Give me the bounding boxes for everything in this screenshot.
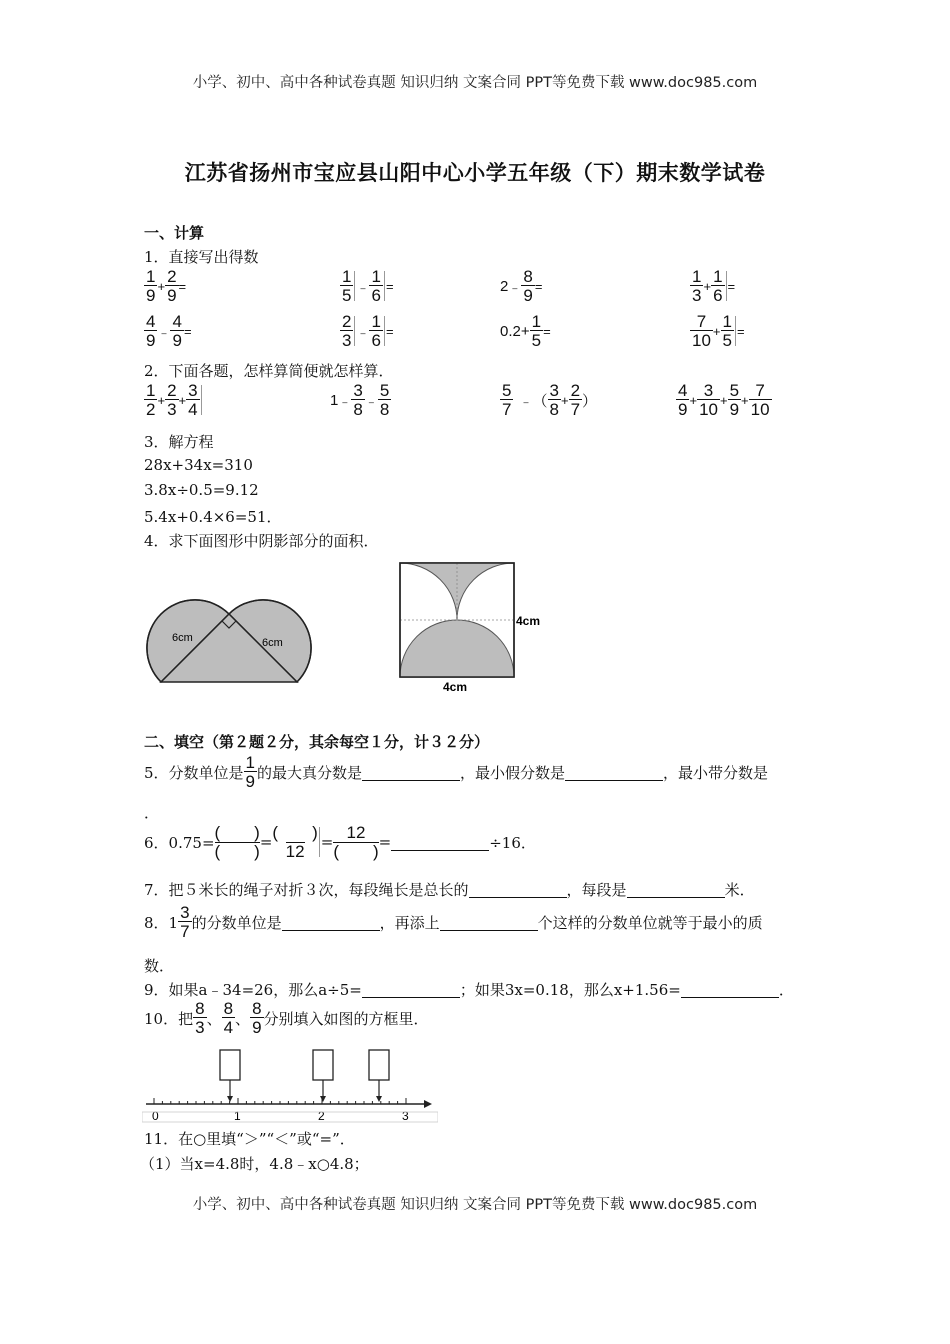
expr-2d: $\frac{4}{9}$ + $\frac{3}{10}$ + $\frac{5}{9}$ + $\frac{7}{10}$ xyxy=(678,381,770,419)
fraction: $\frac{2}{3}$ xyxy=(342,312,352,350)
fraction: $\frac{2}{9}$ xyxy=(167,267,177,305)
tick-label-2: 2 xyxy=(318,1109,325,1123)
expr-1h: $\frac{7}{10}$ + $\frac{1}{5}$ = xyxy=(692,312,745,350)
axis-arrow xyxy=(424,1100,432,1108)
label-4cm-side: 4cm xyxy=(516,614,541,628)
fraction: $\frac{5}{9}$ xyxy=(729,381,740,419)
answer-blank[interactable] xyxy=(282,914,380,931)
expr-1d: $\frac{1}{3}$ + $\frac{1}{6}$ = xyxy=(692,267,736,305)
fraction: $\frac{7}{10}$ xyxy=(692,312,711,350)
answer-blank[interactable] xyxy=(681,981,779,998)
expr-1c: 2 ﹣ $\frac{8}{9}$ = xyxy=(500,267,543,305)
tick-label-0: 0 xyxy=(152,1109,159,1123)
fraction: 12 ( ) xyxy=(333,823,379,861)
page-footer: 小学、初中、高中各种试卷真题 知识归纳 文案合同 PPT等免费下载 www.doc985.com xyxy=(192,1197,758,1213)
fraction: $\frac{8}{9}$ xyxy=(252,999,262,1037)
page-header: 小学、初中、高中各种试卷真题 知识归纳 文案合同 PPT等免费下载 www.doc985.com xyxy=(192,75,758,91)
answer-box[interactable] xyxy=(369,1050,389,1080)
equation-1: 28x+34x=310 xyxy=(144,456,253,474)
question-10: 10．把 $\frac{8}{3}$ 、 $\frac{8}{4}$ 、 $\frac{8}{9}$ 分别填入如图的方框里． xyxy=(144,999,429,1037)
expr-1f: $\frac{2}{3}$ ﹣ $\frac{1}{6}$ = xyxy=(342,312,394,350)
q5-end-mark: ． xyxy=(144,804,160,822)
fraction: $\frac{8}{3}$ xyxy=(195,999,205,1037)
figure-square xyxy=(395,559,547,697)
fraction: $\frac{4}{9}$ xyxy=(172,312,182,350)
fraction: $\frac{7}{10}$ xyxy=(750,381,770,419)
expr-1g: 0.2+ $\frac{1}{5}$ = xyxy=(500,312,551,350)
fraction: $\frac{1}{6}$ xyxy=(371,267,381,305)
question-11-part-1: （1）当x=4.8时，4.8﹣x○4.8； xyxy=(140,1155,369,1173)
question-1: 1．直接写出得数 xyxy=(144,248,259,266)
answer-blank[interactable] xyxy=(627,881,725,898)
fraction: $\frac{4}{9}$ xyxy=(146,312,156,350)
question-11: 11．在○里填“＞”“＜”或“=”． xyxy=(144,1130,355,1148)
fraction: $\frac{1}{3}$ xyxy=(692,267,702,305)
question-8: 8．1 $\frac{3}{7}$ 的分数单位是 ，再添上 个这样的分数单位就等于最小的质 xyxy=(144,903,763,941)
answer-box[interactable] xyxy=(313,1050,333,1080)
fraction: $\frac{1}{6}$ xyxy=(371,312,381,350)
fraction: $\frac{1}{9}$ xyxy=(146,267,156,305)
fraction: ( ) 12 xyxy=(272,823,318,861)
fraction: ( ) ( ) xyxy=(214,823,260,861)
fraction: $\frac{5}{7}$ xyxy=(502,381,512,419)
answer-blank[interactable] xyxy=(469,881,567,898)
fraction: $\frac{3}{8}$ xyxy=(549,381,559,419)
question-2: 2．下面各题，怎样算简便就怎样算． xyxy=(144,362,394,380)
fraction: $\frac{3}{7}$ xyxy=(180,903,190,941)
expr-1a: $\frac{1}{9}$ + $\frac{2}{9}$ = xyxy=(146,267,187,305)
fraction: $\frac{8}{9}$ xyxy=(523,267,533,305)
fraction: $\frac{1}{5}$ xyxy=(531,312,542,350)
number-line-figure xyxy=(142,1046,438,1126)
answer-blank[interactable] xyxy=(362,981,460,998)
tick-label-3: 3 xyxy=(402,1109,409,1123)
fraction: $\frac{1}{5}$ xyxy=(342,267,352,305)
expr-1e: $\frac{4}{9}$ ﹣ $\frac{4}{9}$ = xyxy=(146,312,192,350)
equation-3: 5.4x+0.4×6=51． xyxy=(144,508,282,526)
fraction: $\frac{5}{8}$ xyxy=(379,381,390,419)
fraction: $\frac{3}{4}$ xyxy=(188,381,198,419)
expr-1b: $\frac{1}{5}$ ﹣ $\frac{1}{6}$ = xyxy=(342,267,394,305)
answer-box[interactable] xyxy=(220,1050,240,1080)
exam-title: 江苏省扬州市宝应县山阳中心小学五年级（下）期末数学试卷 xyxy=(184,161,766,185)
question-9: 9．如果a﹣34=26，那么a÷5= ；如果3x=0.18，那么x+1.56= ． xyxy=(144,981,794,999)
fraction: $\frac{2}{3}$ xyxy=(167,381,177,419)
question-5: 5．分数单位是 $\frac{1}{9}$ 的最大真分数是 ，最小假分数是 ，最小带分数是 xyxy=(144,753,769,791)
answer-blank[interactable] xyxy=(440,914,538,931)
fraction: $\frac{1}{9}$ xyxy=(245,753,256,791)
question-3: 3．解方程 xyxy=(144,433,214,451)
fraction: $\frac{8}{4}$ xyxy=(223,999,234,1037)
fraction: $\frac{3}{8}$ xyxy=(353,381,363,419)
equation-2: 3.8x÷0.5=9.12 xyxy=(144,481,259,499)
fraction: $\frac{2}{7}$ xyxy=(570,381,581,419)
answer-blank[interactable] xyxy=(362,764,460,781)
section-2-heading: 二、填空（第２题２分，其余每空１分，计３２分） xyxy=(144,733,490,751)
expr-2b: 1 ﹣ $\frac{3}{8}$ ﹣ $\frac{5}{8}$ xyxy=(330,381,390,419)
expr-2a: $\frac{1}{2}$ + $\frac{2}{3}$ + $\frac{3}{4}$ xyxy=(144,382,203,418)
label-4cm-bottom: 4cm xyxy=(443,680,468,694)
q8-continued: 数． xyxy=(144,957,175,975)
section-1-heading: 一、计算 xyxy=(144,224,205,242)
label-6cm-left: 6cm xyxy=(172,632,193,644)
tick-label-1: 1 xyxy=(234,1109,241,1123)
figure-semicircles xyxy=(144,594,316,690)
question-6: 6．0.75= ( ) ( ) = ( ) 12 = 12 ( ) = ÷16． xyxy=(144,823,536,861)
expr-2c: $\frac{5}{7}$ ﹣ （ $\frac{3}{8}$ + $\frac{2}{7}$ ） xyxy=(502,381,598,419)
fraction: $\frac{1}{6}$ xyxy=(713,267,723,305)
fraction: $\frac{1}{5}$ xyxy=(722,312,732,350)
label-6cm-right: 6cm xyxy=(262,637,283,649)
question-7: 7．把５米长的绳子对折３次，每段绳长是总长的 ，每段是 米． xyxy=(144,881,755,899)
answer-blank[interactable] xyxy=(565,764,663,781)
question-4: 4．求下面图形中阴影部分的面积． xyxy=(144,532,379,550)
fraction: $\frac{1}{2}$ xyxy=(146,381,156,419)
arrow-pointer xyxy=(320,1096,326,1102)
fraction: $\frac{3}{10}$ xyxy=(699,381,718,419)
fraction: $\frac{4}{9}$ xyxy=(678,381,688,419)
answer-blank[interactable] xyxy=(391,834,489,851)
